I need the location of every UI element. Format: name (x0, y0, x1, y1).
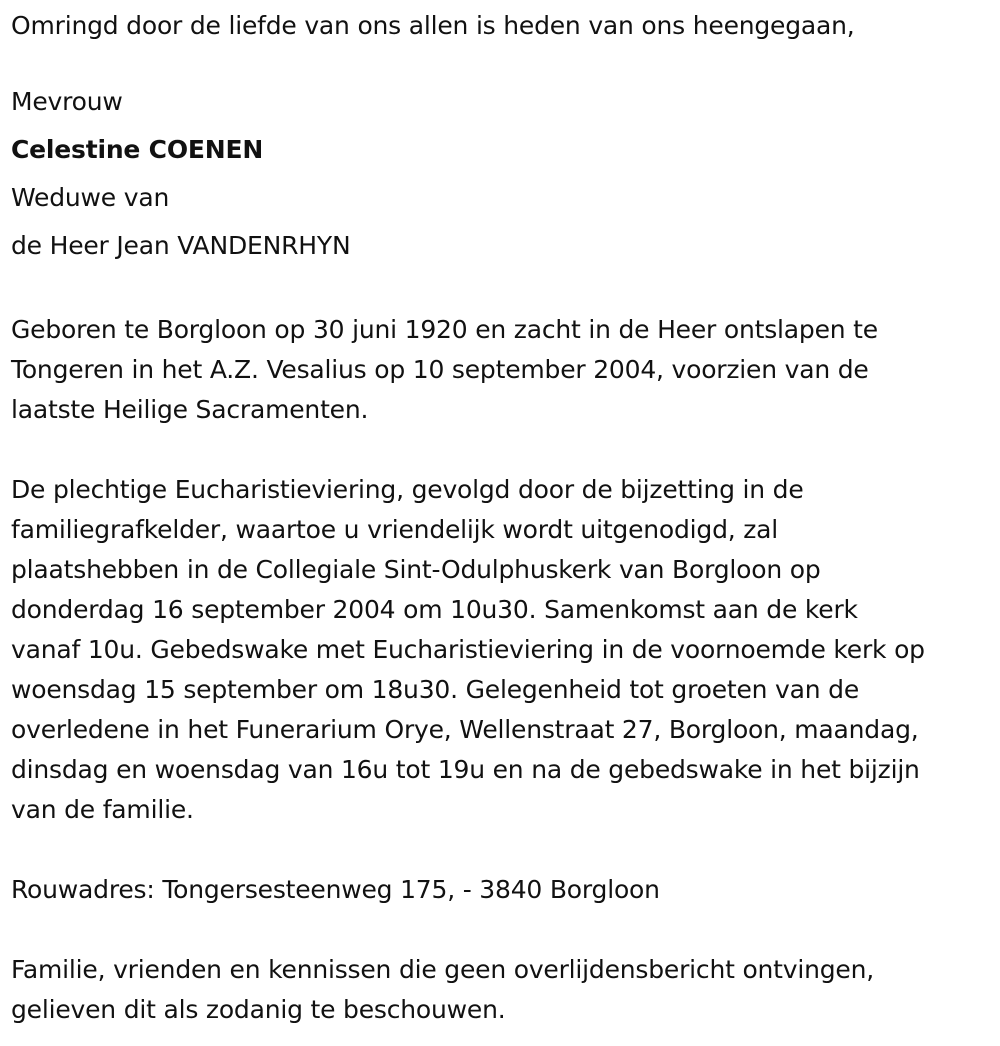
mourning-address: Rouwadres: Tongersesteenweg 175, - 3840 Borgloon (11, 875, 660, 904)
address-paragraph (11, 870, 996, 910)
death-notice-document (11, 6, 996, 1030)
paragraph-line: donderdag 16 september 2004 om 10u30. Samenkomst aan de kerk (11, 595, 858, 624)
paragraph-line: gelieven dit als zodanig te beschouwen. (11, 995, 506, 1024)
closing-paragraph (11, 950, 996, 1030)
paragraph-line: overledene in het Funerarium Orye, Wellenstraat 27, Borgloon, maandag, (11, 715, 919, 744)
paragraph-line: familiegrafkelder, waartoe u vriendelijk wordt uitgenodigd, zal (11, 515, 779, 544)
paragraph-line: woensdag 15 september om 18u30. Gelegenheid tot groeten van de (11, 675, 860, 704)
paragraph-line: Tongeren in het A.Z. Vesalius op 10 september 2004, voorzien van de (11, 355, 869, 384)
paragraph-line: vanaf 10u. Gebedswake met Eucharistieviering in de voornoemde kerk op (11, 635, 925, 664)
deceased-name: Celestine COENEN (11, 135, 264, 164)
paragraph-line: Geboren te Borgloon op 30 juni 1920 en zacht in de Heer ontslapen te (11, 315, 878, 344)
birth-death-paragraph (11, 310, 996, 430)
paragraph-line: De plechtige Eucharistieviering, gevolgd door de bijzetting in de (11, 475, 804, 504)
ceremony-paragraph (11, 470, 996, 830)
paragraph-line: van de familie. (11, 795, 194, 824)
intro-text: Omringd door de liefde van ons allen is heden van ons heengegaan, (11, 11, 855, 40)
paragraph-line: plaatshebben in de Collegiale Sint-Odulphuskerk van Borgloon op (11, 555, 821, 584)
spouse-name: de Heer Jean VANDENRHYN (11, 231, 351, 260)
salutation: Mevrouw (11, 87, 123, 116)
paragraph-line: laatste Heilige Sacramenten. (11, 395, 369, 424)
paragraph-line: dinsdag en woensdag van 16u tot 19u en na de gebedswake in het bijzijn (11, 755, 920, 784)
paragraph-line: Familie, vrienden en kennissen die geen overlijdensbericht ontvingen, (11, 955, 875, 984)
deceased-block (11, 78, 996, 270)
widow-of-label: Weduwe van (11, 183, 170, 212)
